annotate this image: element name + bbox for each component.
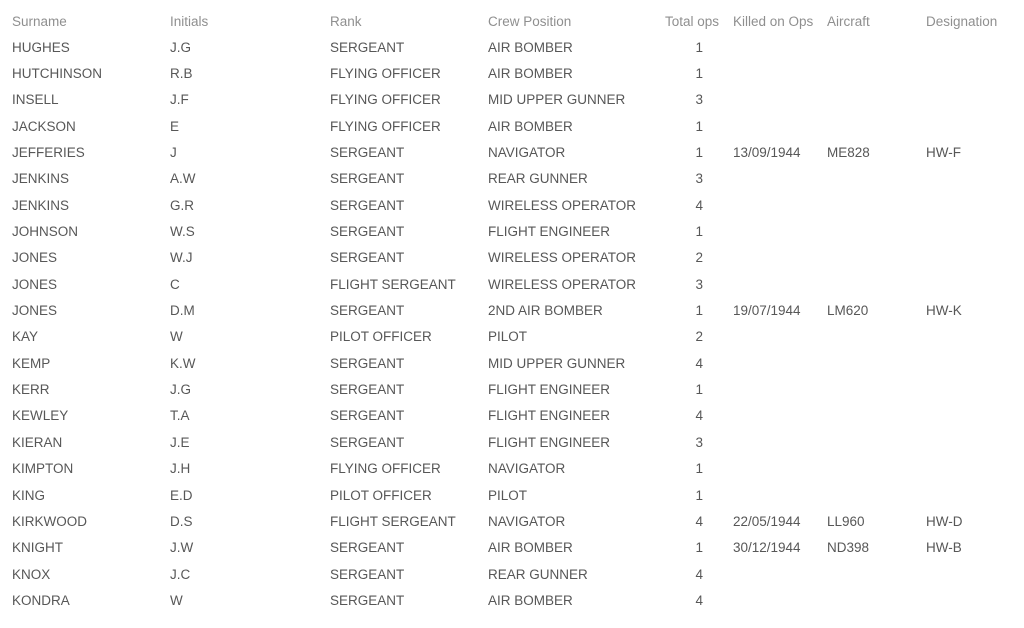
cell-rank: SERGEANT bbox=[330, 540, 405, 556]
cell-total-ops: 3 bbox=[695, 171, 703, 187]
cell-total-ops: 1 bbox=[695, 540, 703, 556]
cell-surname: KNIGHT bbox=[12, 540, 64, 556]
table-row bbox=[12, 324, 1024, 350]
cell-total-ops: 4 bbox=[695, 408, 703, 424]
cell-total-ops: 1 bbox=[695, 461, 703, 477]
cell-total-ops: 3 bbox=[695, 92, 703, 108]
table-body bbox=[12, 34, 1024, 614]
table-row bbox=[12, 192, 1024, 218]
table-row bbox=[12, 87, 1024, 113]
table-row bbox=[12, 113, 1024, 139]
cell-surname: JENKINS bbox=[12, 171, 70, 187]
cell-crew-position: AIR BOMBER bbox=[488, 592, 573, 608]
table-row bbox=[12, 139, 1024, 165]
cell-rank: SERGEANT bbox=[330, 382, 405, 398]
cell-total-ops: 1 bbox=[695, 487, 703, 503]
cell-initials: T.A bbox=[170, 408, 190, 424]
column-header-total-ops[interactable]: Total ops bbox=[665, 13, 720, 29]
table-row bbox=[12, 561, 1024, 587]
cell-surname: KNOX bbox=[12, 566, 51, 582]
cell-total-ops: 4 bbox=[695, 566, 703, 582]
cell-initials: J.F bbox=[170, 92, 189, 108]
cell-crew-position: FLIGHT ENGINEER bbox=[488, 434, 611, 450]
table-row bbox=[12, 34, 1024, 60]
cell-aircraft: LL960 bbox=[827, 513, 865, 529]
cell-designation: HW-B bbox=[926, 540, 962, 556]
cell-crew-position: PILOT bbox=[488, 329, 528, 345]
cell-surname: KAY bbox=[12, 329, 39, 345]
cell-total-ops: 3 bbox=[695, 276, 703, 292]
cell-initials: R.B bbox=[170, 66, 193, 82]
cell-total-ops: 2 bbox=[695, 329, 703, 345]
cell-surname: JOHNSON bbox=[12, 224, 79, 240]
cell-surname: JONES bbox=[12, 276, 58, 292]
cell-killed-on-ops: 13/09/1944 bbox=[733, 145, 801, 161]
cell-initials: E.D bbox=[170, 487, 193, 503]
cell-killed-on-ops: 22/05/1944 bbox=[733, 513, 801, 529]
cell-rank: SERGEANT bbox=[330, 303, 405, 319]
cell-total-ops: 4 bbox=[695, 355, 703, 371]
cell-surname: HUGHES bbox=[12, 39, 70, 55]
cell-initials: D.M bbox=[170, 303, 195, 319]
cell-initials: J bbox=[170, 145, 177, 161]
cell-aircraft: ND398 bbox=[827, 540, 870, 556]
cell-total-ops: 1 bbox=[695, 303, 703, 319]
cell-surname: KIMPTON bbox=[12, 461, 74, 477]
table-row bbox=[12, 508, 1024, 534]
column-header-designation[interactable]: Designation bbox=[926, 13, 998, 29]
table-row bbox=[12, 166, 1024, 192]
cell-total-ops: 1 bbox=[695, 39, 703, 55]
cell-rank: FLIGHT SERGEANT bbox=[330, 276, 456, 292]
cell-surname: INSELL bbox=[12, 92, 59, 108]
cell-surname: JENKINS bbox=[12, 197, 70, 213]
table-row bbox=[12, 403, 1024, 429]
cell-total-ops: 1 bbox=[695, 382, 703, 398]
cell-rank: SERGEANT bbox=[330, 250, 405, 266]
cell-rank: PILOT OFFICER bbox=[330, 329, 432, 345]
cell-crew-position: WIRELESS OPERATOR bbox=[488, 276, 637, 292]
table-row bbox=[12, 535, 1024, 561]
cell-surname: KING bbox=[12, 487, 46, 503]
cell-rank: SERGEANT bbox=[330, 197, 405, 213]
cell-crew-position: WIRELESS OPERATOR bbox=[488, 197, 637, 213]
cell-initials: C bbox=[170, 276, 180, 292]
cell-rank: SERGEANT bbox=[330, 39, 405, 55]
cell-total-ops: 4 bbox=[695, 592, 703, 608]
cell-initials: W bbox=[170, 329, 183, 345]
cell-rank: FLYING OFFICER bbox=[330, 118, 441, 134]
cell-total-ops: 4 bbox=[695, 513, 703, 529]
table-row bbox=[12, 587, 1024, 613]
cell-initials: W.S bbox=[170, 224, 195, 240]
cell-total-ops: 3 bbox=[695, 434, 703, 450]
cell-crew-position: AIR BOMBER bbox=[488, 540, 573, 556]
cell-initials: W bbox=[170, 592, 183, 608]
column-header-killed-on-ops[interactable]: Killed on Ops bbox=[733, 13, 814, 29]
cell-total-ops: 1 bbox=[695, 118, 703, 134]
cell-aircraft: LM620 bbox=[827, 303, 869, 319]
cell-crew-position: AIR BOMBER bbox=[488, 66, 573, 82]
cell-surname: JONES bbox=[12, 303, 58, 319]
cell-total-ops: 1 bbox=[695, 224, 703, 240]
cell-killed-on-ops: 19/07/1944 bbox=[733, 303, 801, 319]
cell-crew-position: REAR GUNNER bbox=[488, 171, 588, 187]
cell-initials: J.E bbox=[170, 434, 190, 450]
cell-surname: KEMP bbox=[12, 355, 51, 371]
cell-initials: J.G bbox=[170, 382, 192, 398]
cell-surname: KIRKWOOD bbox=[12, 513, 88, 529]
cell-rank: FLIGHT SERGEANT bbox=[330, 513, 456, 529]
cell-crew-position: FLIGHT ENGINEER bbox=[488, 224, 611, 240]
cell-rank: FLYING OFFICER bbox=[330, 66, 441, 82]
cell-crew-position: 2ND AIR BOMBER bbox=[488, 303, 603, 319]
cell-rank: FLYING OFFICER bbox=[330, 92, 441, 108]
cell-crew-position: AIR BOMBER bbox=[488, 39, 573, 55]
cell-aircraft: ME828 bbox=[827, 145, 870, 161]
cell-rank: SERGEANT bbox=[330, 224, 405, 240]
cell-total-ops: 1 bbox=[695, 145, 703, 161]
column-header-initials[interactable]: Initials bbox=[170, 13, 209, 29]
table-row bbox=[12, 376, 1024, 402]
cell-initials: J.W bbox=[170, 540, 194, 556]
cell-surname: JONES bbox=[12, 250, 58, 266]
cell-rank: SERGEANT bbox=[330, 145, 405, 161]
cell-initials: D.S bbox=[170, 513, 193, 529]
cell-surname: KEWLEY bbox=[12, 408, 69, 424]
cell-crew-position: PILOT bbox=[488, 487, 528, 503]
table-header-row bbox=[12, 8, 1024, 34]
cell-initials: J.G bbox=[170, 39, 192, 55]
table-row bbox=[12, 297, 1024, 323]
column-header-crew-position[interactable]: Crew Position bbox=[488, 13, 572, 29]
cell-killed-on-ops: 30/12/1944 bbox=[733, 540, 801, 556]
cell-rank: SERGEANT bbox=[330, 171, 405, 187]
cell-rank: FLYING OFFICER bbox=[330, 461, 441, 477]
cell-crew-position: FLIGHT ENGINEER bbox=[488, 382, 611, 398]
cell-crew-position: MID UPPER GUNNER bbox=[488, 92, 626, 108]
cell-crew-position: WIRELESS OPERATOR bbox=[488, 250, 637, 266]
cell-rank: SERGEANT bbox=[330, 434, 405, 450]
cell-designation: HW-K bbox=[926, 303, 962, 319]
table-row bbox=[12, 60, 1024, 86]
cell-initials: G.R bbox=[170, 197, 195, 213]
cell-initials: K.W bbox=[170, 355, 196, 371]
cell-rank: SERGEANT bbox=[330, 408, 405, 424]
cell-initials: E bbox=[170, 118, 180, 134]
cell-initials: J.C bbox=[170, 566, 191, 582]
table-row bbox=[12, 245, 1024, 271]
cell-surname: KONDRA bbox=[12, 592, 70, 608]
cell-crew-position: FLIGHT ENGINEER bbox=[488, 408, 611, 424]
cell-crew-position: REAR GUNNER bbox=[488, 566, 588, 582]
cell-total-ops: 4 bbox=[695, 197, 703, 213]
cell-surname: JEFFERIES bbox=[12, 145, 85, 161]
cell-rank: SERGEANT bbox=[330, 355, 405, 371]
table-row bbox=[12, 482, 1024, 508]
cell-surname: JACKSON bbox=[12, 118, 76, 134]
cell-crew-position: NAVIGATOR bbox=[488, 513, 566, 529]
cell-total-ops: 2 bbox=[695, 250, 703, 266]
cell-crew-position: MID UPPER GUNNER bbox=[488, 355, 626, 371]
cell-rank: SERGEANT bbox=[330, 592, 405, 608]
table-row bbox=[12, 218, 1024, 244]
cell-designation: HW-F bbox=[926, 145, 961, 161]
table-row bbox=[12, 271, 1024, 297]
cell-initials: J.H bbox=[170, 461, 191, 477]
cell-rank: SERGEANT bbox=[330, 566, 405, 582]
cell-surname: KERR bbox=[12, 382, 50, 398]
table-row bbox=[12, 456, 1024, 482]
column-header-aircraft[interactable]: Aircraft bbox=[827, 13, 870, 29]
table-row bbox=[12, 429, 1024, 455]
cell-surname: HUTCHINSON bbox=[12, 66, 102, 82]
cell-total-ops: 1 bbox=[695, 66, 703, 82]
crew-table bbox=[0, 8, 1024, 614]
column-header-rank[interactable]: Rank bbox=[330, 13, 362, 29]
cell-crew-position: NAVIGATOR bbox=[488, 145, 566, 161]
column-header-surname[interactable]: Surname bbox=[12, 13, 67, 29]
cell-initials: W.J bbox=[170, 250, 193, 266]
table-row bbox=[12, 350, 1024, 376]
cell-initials: A.W bbox=[170, 171, 196, 187]
cell-crew-position: AIR BOMBER bbox=[488, 118, 573, 134]
cell-surname: KIERAN bbox=[12, 434, 63, 450]
cell-crew-position: NAVIGATOR bbox=[488, 461, 566, 477]
cell-designation: HW-D bbox=[926, 513, 963, 529]
cell-rank: PILOT OFFICER bbox=[330, 487, 432, 503]
